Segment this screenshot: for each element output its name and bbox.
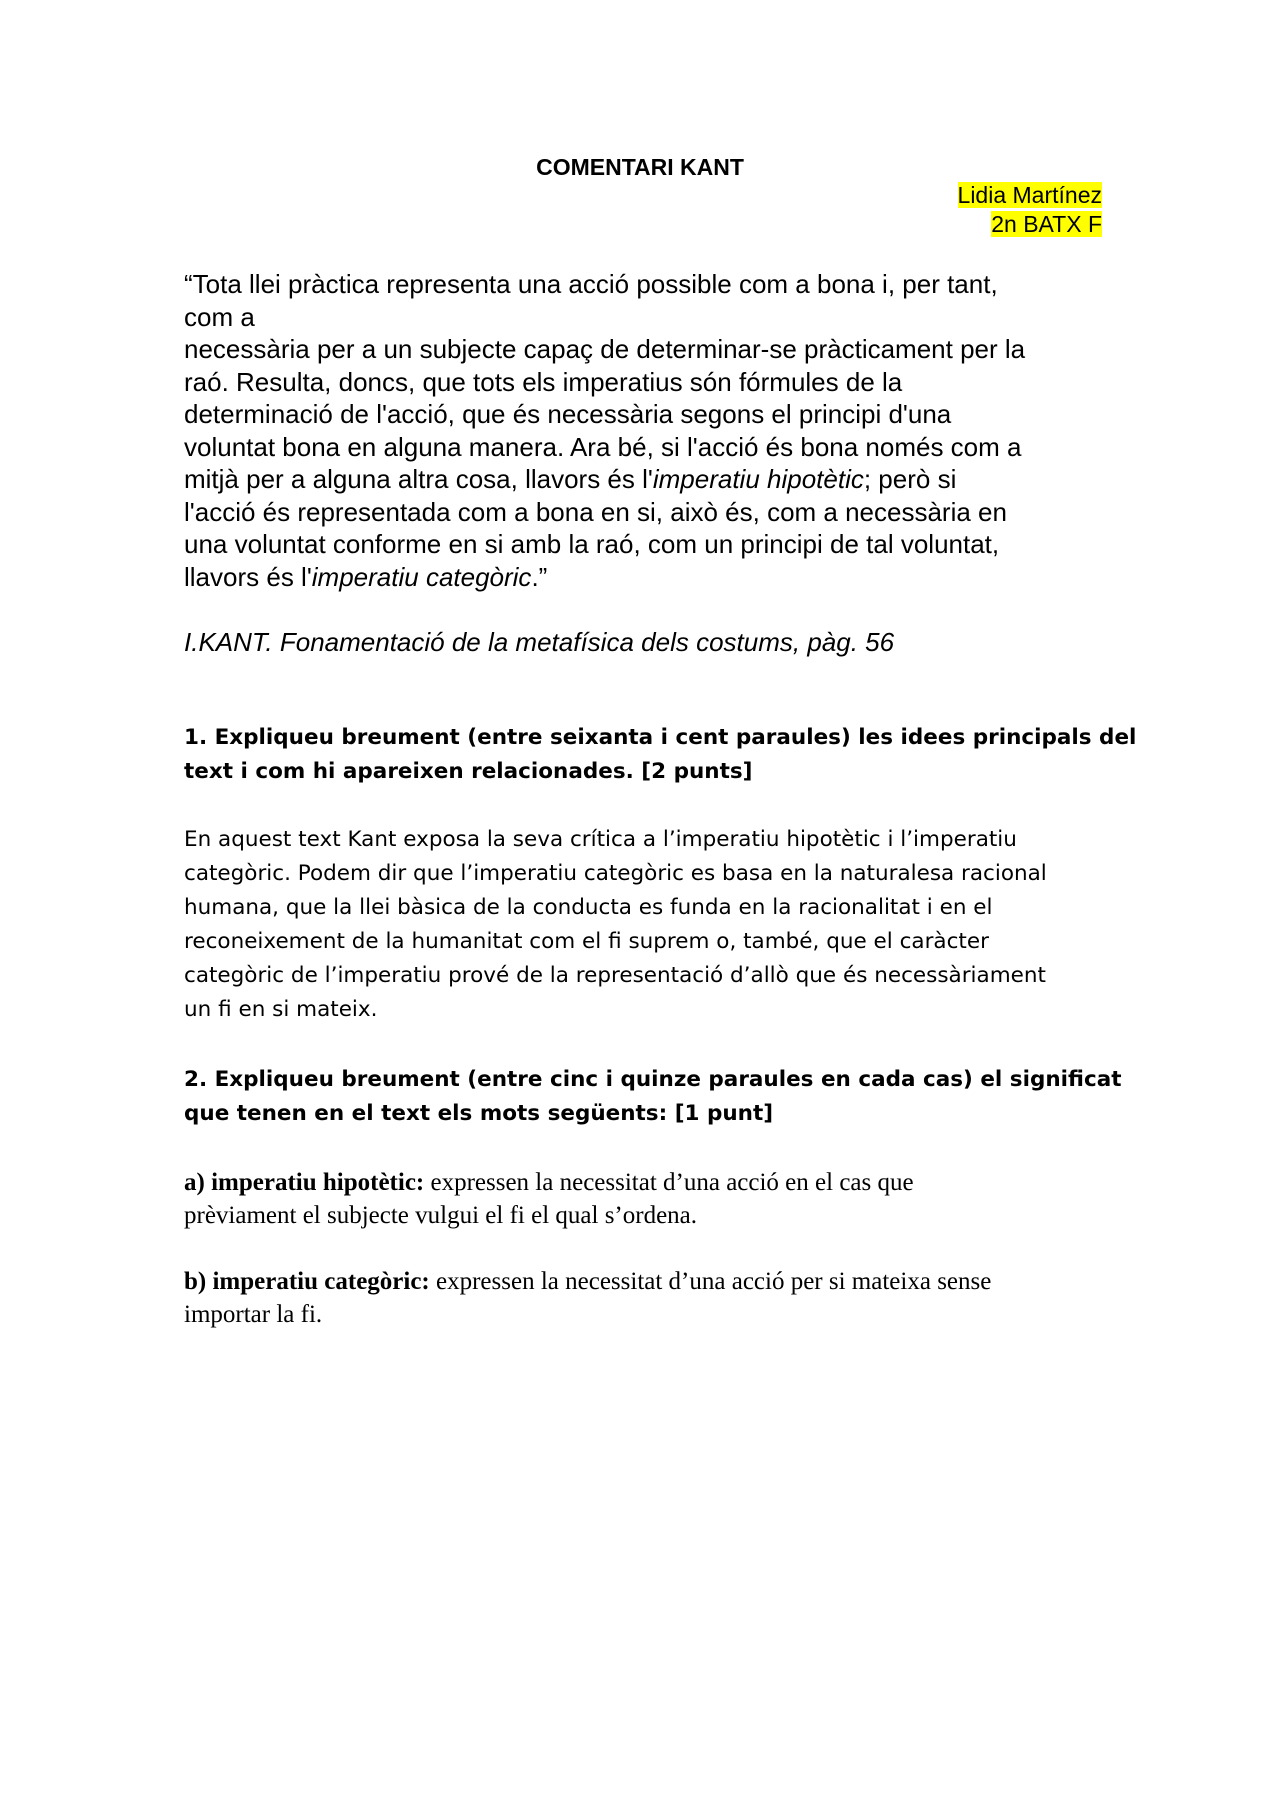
quote-line: determinació de l'acció, que és necessària segons el principi d'una [184, 399, 952, 429]
term-line: prèviament el subjecte vulgui el fi el qual s’ordena. [184, 1202, 698, 1229]
author-block [958, 181, 1102, 239]
quote-emphasis-categoric: imperatiu categòric [311, 561, 532, 592]
author-class: 2n BATX F [991, 211, 1102, 237]
term-a-text: expressen la necessitat d’una acció en el cas que [424, 1169, 914, 1196]
quote-line [184, 561, 1104, 594]
term-line [184, 1166, 1104, 1199]
quote-line: una voluntat conforme en si amb la raó, com un principi de tal voluntat, [184, 529, 1000, 559]
answer-line: En aquest text Kant exposa la seva crítica a l’imperatiu hipotètic i l’imperatiu [184, 827, 1017, 852]
quote-citation: I.KANT. Fonamentació de la metafísica dels costums, pàg. 56 [184, 627, 895, 657]
quote-text: .” [531, 561, 548, 592]
quote-line: com a [184, 301, 255, 332]
question-line: 2. Expliqueu breument (entre cinc i quinze paraules en cada cas) el significat [184, 1067, 1122, 1092]
quote-line [184, 463, 1104, 496]
question-1-heading [184, 721, 1137, 789]
term-b-label: b) imperatiu categòric: [184, 1268, 430, 1295]
answer-line: categòric. Podem dir que l’imperatiu categòric es basa en la naturalesa racional [184, 861, 1047, 886]
answer-line: humana, que la llei bàsica de la conducta es funda en la racionalitat i en el [184, 895, 993, 920]
quote-text: llavors és l' [184, 561, 312, 592]
answer-line: reconeixement de la humanitat com el fi suprem o, també, que el caràcter [184, 929, 989, 954]
term-line: importar la fi. [184, 1301, 323, 1328]
question-2-heading [184, 1063, 1122, 1131]
quote-line: necessària per a un subjecte capaç de determinar-se pràcticament per la [184, 334, 1026, 364]
term-b-text: expressen la necessitat d’una acció per si mateixa sense [429, 1268, 992, 1295]
quote-line: “Tota llei pràctica representa una acció possible com a bona i, per tant, [184, 269, 998, 299]
author-name: Lidia Martínez [957, 182, 1102, 208]
quote-line: l'acció és representada com a bona en si, això és, com a necessària en [184, 496, 1007, 527]
answer-line: categòric de l’imperatiu prové de la representació d’allò que és necessàriament [184, 963, 1046, 988]
kant-quote [184, 268, 1104, 593]
term-b-definition [184, 1265, 1104, 1331]
term-a-label: a) imperatiu hipotètic: [184, 1169, 425, 1196]
answer-line: un fi en si mateix. [184, 997, 378, 1022]
quote-emphasis-hipotetic: imperatiu hipotètic [652, 464, 864, 494]
term-a-definition [184, 1166, 1104, 1232]
quote-text: ; però si [863, 464, 957, 494]
question-line: text i com hi apareixen relacionades. [2 punts] [184, 759, 753, 784]
document-title: COMENTARI KANT [536, 154, 744, 180]
quote-line: raó. Resulta, doncs, que tots els imperatius són fórmules de la [184, 366, 903, 397]
quote-line: voluntat bona en alguna manera. Ara bé, si l'acció és bona només com a [184, 431, 1022, 462]
question-line: 1. Expliqueu breument (entre seixanta i cent paraules) les idees principals del [184, 725, 1137, 750]
term-line [184, 1265, 1104, 1298]
question-line: que tenen en el text els mots següents: [1 punt] [184, 1101, 774, 1126]
quote-text: mitjà per a alguna altra cosa, llavors és l' [184, 464, 653, 494]
answer-1 [184, 823, 1104, 1027]
